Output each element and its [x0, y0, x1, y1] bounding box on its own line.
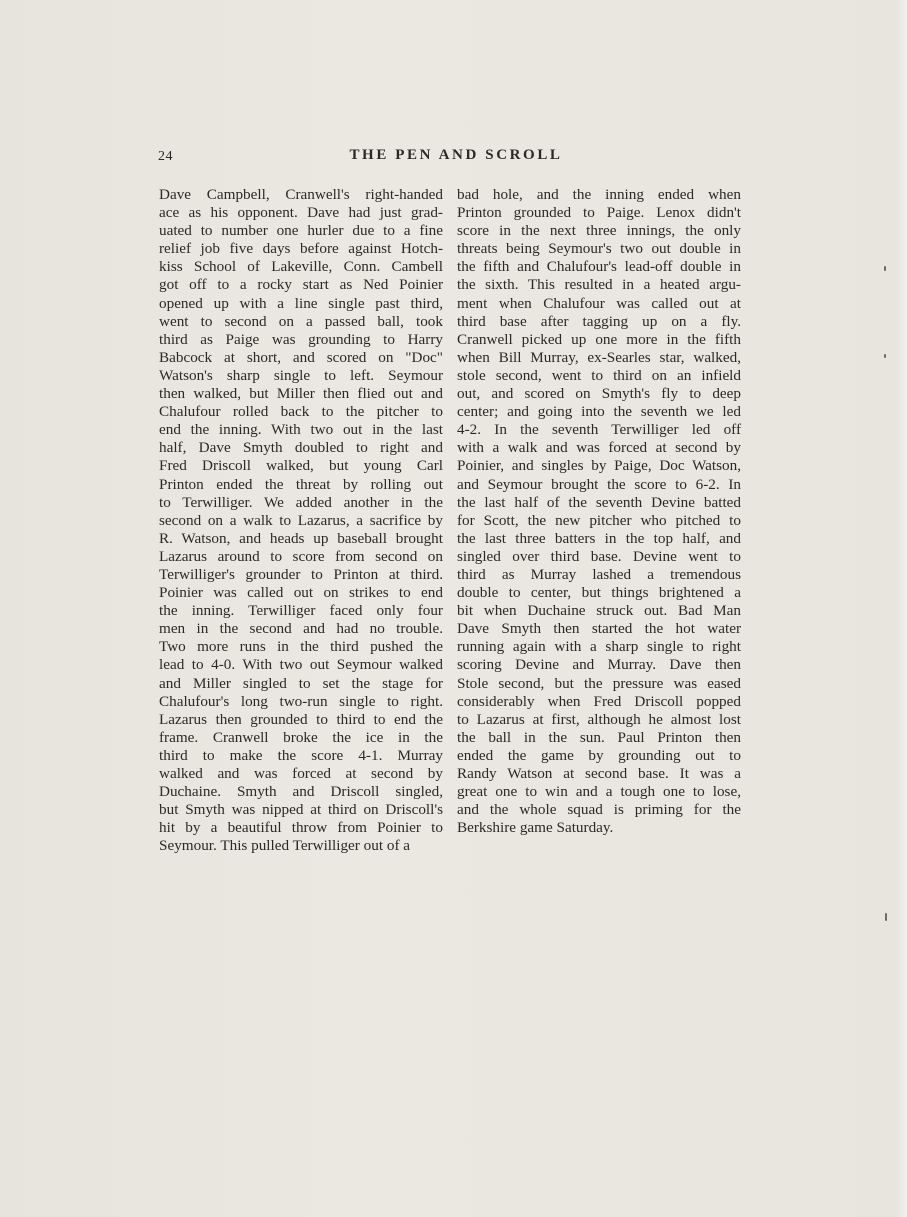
text-line: end the inning. With two out in the last — [159, 421, 443, 439]
text-line: and Seymour brought the score to 6-2. In — [457, 475, 741, 493]
text-line: Cranwell picked up one more in the fifth — [457, 330, 741, 348]
text-line: bad hole, and the inning ended when — [457, 186, 741, 203]
margin-speck — [885, 913, 887, 921]
text-line: kiss School of Lakeville, Conn. Cambell — [159, 258, 443, 276]
text-line: to Lazarus at first, although he almost lost — [457, 710, 741, 728]
text-line: Poinier was called out on strikes to end — [159, 584, 443, 602]
text-line: Berkshire game Saturday. — [457, 819, 614, 837]
text-line: third as Paige was grounding to Harry — [159, 330, 443, 348]
text-line: great one to win and a tough one to lose, — [457, 783, 741, 801]
text-line: ace as his opponent. Dave had just grad- — [159, 204, 443, 222]
text-line: Watson's sharp single to left. Seymour — [159, 366, 443, 384]
text-line: Fred Driscoll walked, but young Carl — [159, 457, 443, 475]
text-line: scoring Devine and Murray. Dave then — [457, 656, 741, 674]
text-line: singled over third base. Devine went to — [457, 547, 741, 565]
text-line: third as Murray lashed a tremendous — [457, 565, 741, 583]
text-line: Terwilliger's grounder to Printon at third. — [159, 565, 443, 583]
text-line: when Bill Murray, ex-Searles star, walked, — [457, 348, 741, 366]
text-line: Duchaine. Smyth and Driscoll singled, — [159, 783, 443, 801]
text-line: the last three batters in the top half, and — [457, 529, 741, 547]
text-line: third to make the score 4-1. Murray — [159, 746, 443, 764]
text-line: lead to 4-0. With two out Seymour walked — [159, 656, 443, 674]
page-edge — [897, 0, 907, 1217]
margin-speck — [884, 354, 886, 358]
text-line: threats being Seymour's two out double in — [457, 240, 741, 258]
text-line: score in the next three innings, the only — [457, 222, 741, 240]
text-line: Lazarus then grounded to third to end the — [159, 710, 443, 728]
text-line: Chalufour rolled back to the pitcher to — [159, 403, 443, 421]
text-line: ended the game by grounding out to — [457, 746, 741, 764]
text-line: for Scott, the new pitcher who pitched to — [457, 511, 741, 529]
text-line: Printon ended the threat by rolling out — [159, 475, 443, 493]
text-line: Randy Watson at second base. It was a — [457, 765, 741, 782]
left-column — [159, 186, 443, 855]
page-header — [158, 147, 740, 171]
text-line: went to second on a passed ball, took — [159, 312, 443, 330]
text-line: got off to a rocky start as Ned Poinier — [159, 276, 443, 294]
text-line: then walked, but Miller then flied out and — [159, 385, 443, 403]
text-line: Seymour. This pulled Terwilliger out of a — [159, 837, 411, 855]
text-line: the sixth. This resulted in a heated argu- — [457, 276, 741, 294]
page-number: 24 — [158, 149, 173, 164]
text-line: R. Watson, and heads up baseball brought — [159, 529, 443, 547]
text-line: Dave Smyth then started the hot water — [457, 620, 741, 638]
text-line: bit when Duchaine struck out. Bad Man — [457, 602, 741, 620]
text-line: third base after tagging up on a fly. — [457, 312, 741, 330]
text-line: relief job five days before against Hotch- — [159, 240, 443, 258]
text-line: Poinier, and singles by Paige, Doc Watson, — [457, 457, 741, 475]
text-line: the fifth and Chalufour's lead-off double in — [457, 258, 741, 276]
text-line: with a walk and was forced at second by — [457, 439, 741, 457]
text-line: walked and was forced at second by — [159, 765, 443, 782]
text-line: opened up with a line single past third, — [159, 294, 443, 312]
text-line: second on a walk to Lazarus, a sacrifice by — [159, 511, 443, 529]
text-line: double to center, but things brightened a — [457, 584, 741, 602]
text-line: to Terwilliger. We added another in the — [159, 493, 443, 511]
text-line: the ball in the sun. Paul Printon then — [457, 728, 741, 746]
text-line: Stole second, but the pressure was eased — [457, 674, 741, 692]
right-column — [457, 186, 741, 837]
text-line: half, Dave Smyth doubled to right and — [159, 439, 443, 457]
text-line: and the whole squad is priming for the — [457, 801, 741, 819]
text-line: the last half of the seventh Devine batted — [457, 493, 741, 511]
text-line: Babcock at short, and scored on "Doc" — [159, 348, 443, 366]
text-line: Lazarus around to score from second on — [159, 547, 443, 565]
text-line: ment when Chalufour was called out at — [457, 294, 741, 312]
text-line: stole second, went to third on an infield — [457, 366, 741, 384]
text-line: frame. Cranwell broke the ice in the — [159, 728, 443, 746]
text-line: Chalufour's long two-run single to right. — [159, 692, 443, 710]
text-line: 4-2. In the seventh Terwilliger led off — [457, 421, 741, 439]
margin-speck — [884, 266, 886, 271]
running-head: THE PEN AND SCROLL — [349, 147, 563, 163]
text-line: out, and scored on Smyth's fly to deep — [457, 385, 741, 403]
text-line: but Smyth was nipped at third on Driscoll's — [159, 801, 443, 819]
text-line: considerably when Fred Driscoll popped — [457, 692, 741, 710]
text-line: center; and going into the seventh we led — [457, 403, 741, 421]
text-line: Printon grounded to Paige. Lenox didn't — [457, 204, 741, 222]
text-line: uated to number one hurler due to a fine — [159, 222, 443, 240]
text-line: and Miller singled to set the stage for — [159, 674, 443, 692]
text-line: Two more runs in the third pushed the — [159, 638, 443, 656]
text-line: hit by a beautiful throw from Poinier to — [159, 819, 443, 837]
text-line: running again with a sharp single to right — [457, 638, 741, 656]
text-line: men in the second and had no trouble. — [159, 620, 443, 638]
text-line: Dave Campbell, Cranwell's right-handed — [159, 186, 443, 203]
text-line: the inning. Terwilliger faced only four — [159, 602, 443, 620]
